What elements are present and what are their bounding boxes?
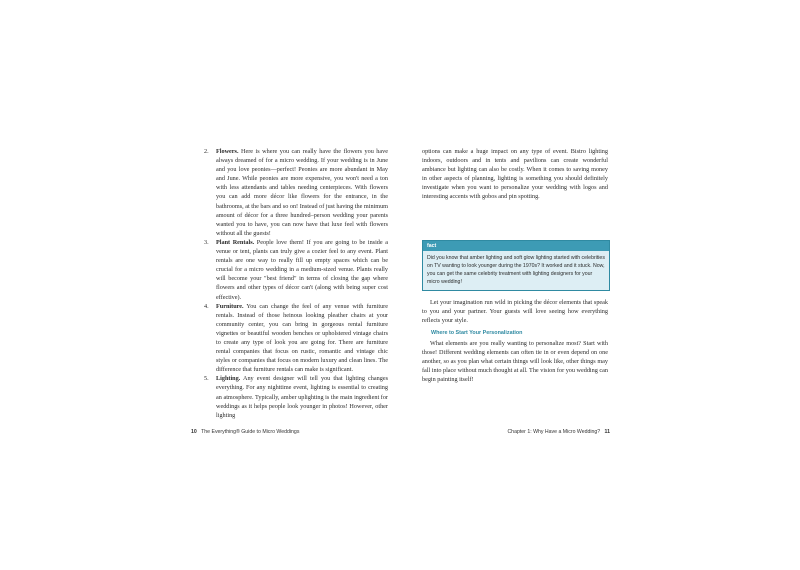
list-item [204,302,388,375]
item-body: People love them! If you are going to be inside a venue or tent, plants can truly give a cozier feel to any event. Plant rentals are one way to really fill up empty spaces which can be crucial for a micro wedding in a medium-sized venue. Plants really will become your "best friend" in terms of closing the gap where flowers and other types of décor can't (along with being super cost effective). [216,238,389,301]
right-footer [507,429,610,435]
item-body: Any event designer will tell you that lighting changes everything. For any nighttime event, lighting is essential to creating an atmosphere. Typically, amber uplighting is the main ingredient for weddings as it helps people look younger in photos! However, other lighting [216,375,388,419]
continued-paragraph: options can make a huge impact on any type of event. Bistro lighting indoors, outdoors and in tents and pavilions can create wonderful ambiance but lighting can also be costly. When it comes to saving money in other aspects of planning, lighting is something you should definitely investigate when you want to personalize your wedding with logos and interesting accents with gobos and pin spotting. [422,148,608,201]
fact-text: Did you know that amber lighting and soft glow lighting started with celebrities on TV wanting to look younger during the 1970s? It worked and it stuck. Now, you can get the same celebrity treatment with lighting designers for your micro wedding! [423,251,609,290]
item-title: Flowers. [216,148,239,155]
item-title: Furniture. [216,302,244,310]
personalization-paragraph: What elements are you really wanting to personalize most? Start with those! Different wedding elements can often tie in or even depend on one another, so as you plan what certain things will look like, other things may fall into place without much thought at all. The vision for you wedding can begin painting itself! [422,340,608,384]
fact-box [422,240,610,291]
section-subheading: Where to Start Your Personalization [431,330,523,336]
item-paragraph [216,302,388,375]
item-title: Plant Rentals. [216,238,255,246]
left-footer [191,429,299,435]
item-paragraph [216,374,388,419]
right-page [400,0,800,570]
page-number: 11 [604,429,610,435]
item-number: 4. [204,302,209,310]
item-title: Lighting. [216,375,241,383]
list-item [204,147,388,238]
list-item [204,238,388,302]
item-number: 3. [204,238,209,246]
item-number: 5. [204,375,209,383]
list-item [204,374,388,419]
imagination-paragraph: Let your imagination run wild in picking the décor elements that speak to you and your partner. Your guests will love seeing how everything reflects your style. [422,299,608,325]
item-number: 2. [204,148,209,155]
item-body: Here is where you can really have the flowers you have always dreamed of for a micro wedding. If your wedding is in June and you love peonies—perfect! Peonies are more abundant in May and June. While peonies are more expensive, you won't need a ton with less attendants and tables needing centerpieces. With flowers you can add more décor like flowers for the entrance, in the bathrooms, at the bars and so on! Instead of just having the minimum amount of décor for a three hundred–person wedding your parents wanted you to have, you can now have that luxe feel with flowers without all the guests! [216,148,388,237]
page-number: 10 [191,429,197,435]
chapter-title: Chapter 1: Why Have a Micro Wedding? [507,429,601,435]
fact-label: fact [423,241,609,251]
item-paragraph [216,238,388,302]
numbered-list [204,147,388,420]
item-body: You can change the feel of any venue with furniture rentals. Instead of those heinous looking pleather chairs at your community center, you can bring in gorgeous rental furniture vignettes or beautiful wooden benches or upholstered vintage chairs to create any type of look you are going for. There are furniture rental companies that focus on rustic, romantic and vintage chic styles or companies that focus on modern luxury and clean lines. The difference that furniture rentals can make is significant. [216,302,388,374]
item-paragraph [216,147,388,238]
running-title: The Everything® Guide to Micro Weddings [201,429,300,435]
